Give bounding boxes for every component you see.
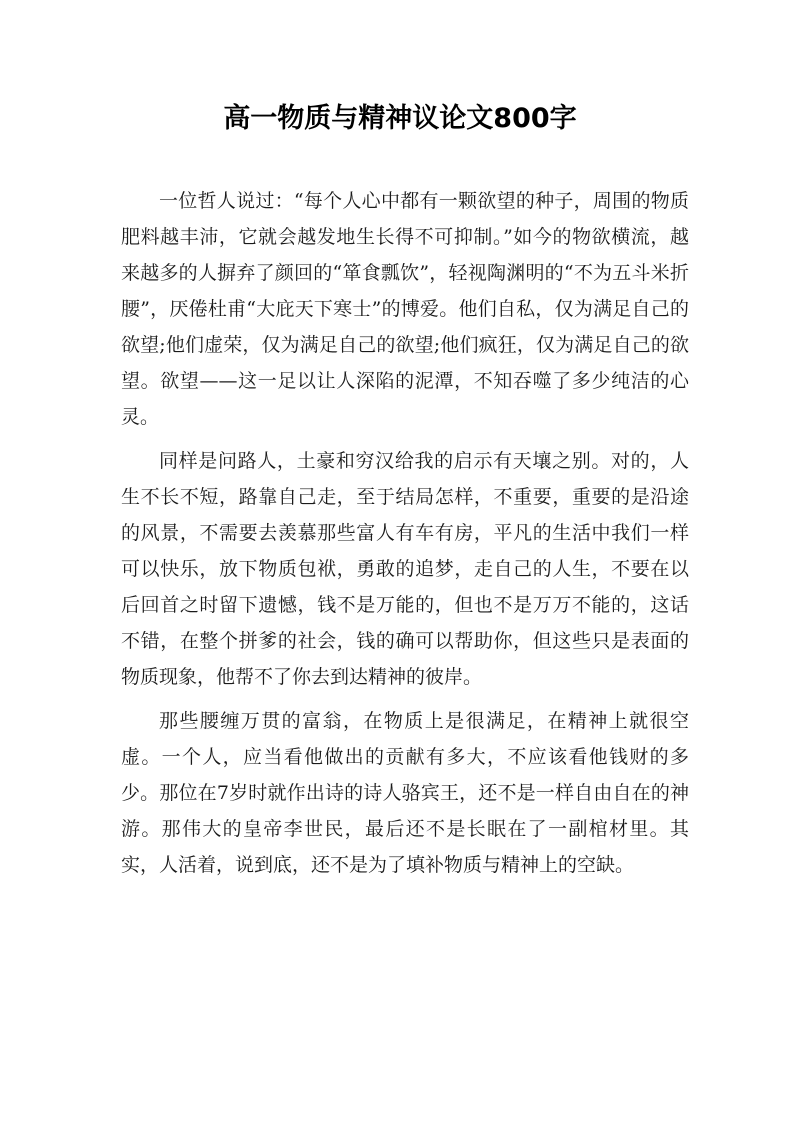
paragraph-2: 同样是问路人，土豪和穷汉给我的启示有天壤之别。对的，人生不长不短，路靠自己走，至于结局怎样，不重要，重要的是沿途的风景，不需要去羡慕那些富人有车有房，平凡的生活中我们一样可以快乐，放下物质包袱，勇敢的追梦，走自己的人生，不要在以后回首之时留下遗憾，钱不是万能的，但也不是万万不能的，这话不错，在整个拼爹的社会，钱的确可以帮助你，但这些只是表面的物质现象，他帮不了你去到达精神的彼岸。 (121, 450, 689, 688)
paragraph-1: 一位哲人说过：“每个人心中都有一颗欲望的种子，周围的物质肥料越丰沛，它就会越发地生长得不可抑制。”如今的物欲横流，越来越多的人摒弃了颜回的“箪食瓢饮”，轻视陶渊明的“不为五斗米折腰”，厌倦杜甫“大庇天下寒士”的博爱。他们自私，仅为满足自己的欲望;他们虚荣，仅为满足自己的欲望;他们疯狂，仅为满足自己的欲望。欲望——这一足以让人深陷的泥潭，不知吞噬了多少纯洁的心灵。 (121, 190, 689, 428)
paragraph-3: 那些腰缠万贯的富翁，在物质上是很满足，在精神上就很空虚。一个人，应当看他做出的贡献有多大，不应该看他钱财的多少。那位在7岁时就作出诗的诗人骆宾王，还不是一样自由自在的神游。那伟大的皇帝李世民，最后还不是长眠在了一副棺材里。其实，人活着，说到底，还不是为了填补物质与精神上的空缺。 (121, 710, 689, 876)
document-body (121, 183, 689, 891)
document-title: 高一物质与精神议论文800字 (223, 103, 577, 134)
